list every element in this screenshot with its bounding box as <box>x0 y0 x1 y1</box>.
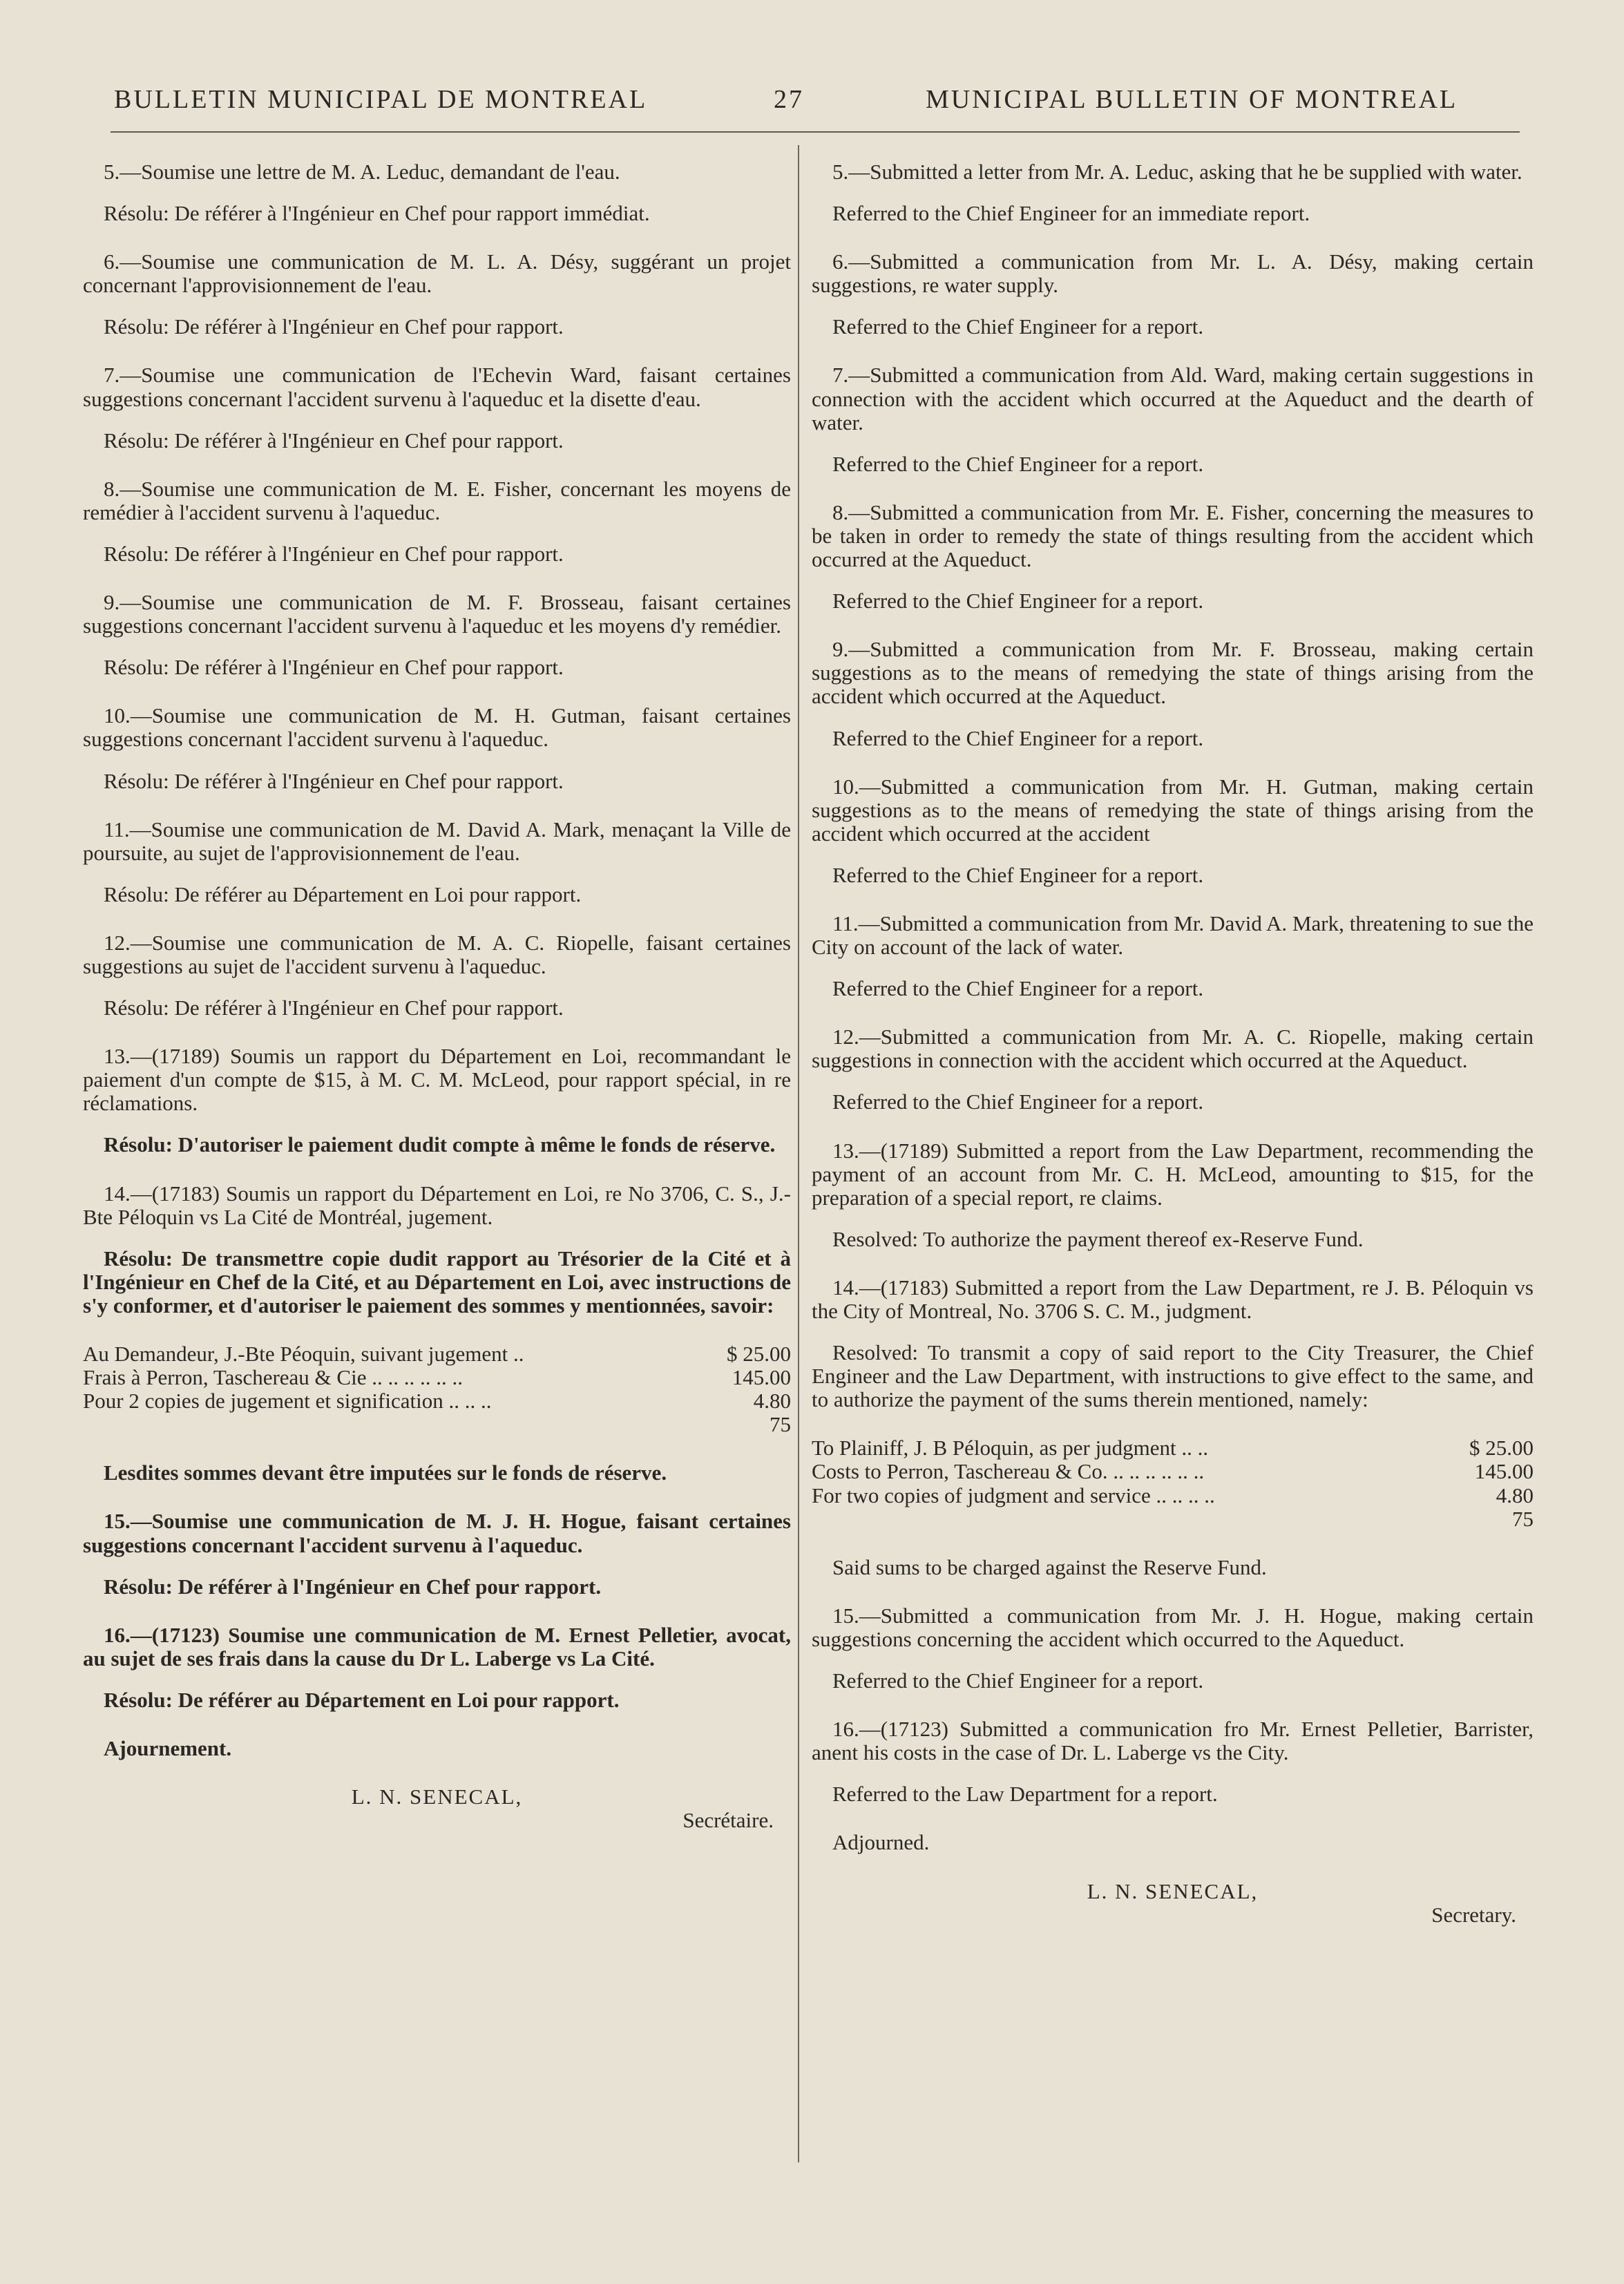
item-resolution: Referred to the Chief Engineer for a report. <box>832 1089 1204 1114</box>
signature-title: Secrétaire. <box>682 1808 774 1833</box>
header-rule <box>111 131 1520 133</box>
payment-row <box>812 1507 1534 1531</box>
item-resolution: Résolu: De référer à l'Ingénieur en Chef pour rapport. <box>104 541 564 566</box>
item-text: 6.—Soumise une communication de M. L. A. Désy, suggérant un projet concernant l'approvisionnement de l'eau. <box>83 249 791 298</box>
payment-row <box>812 1460 1534 1483</box>
item-resolution: Referred to the Law Department for a report. <box>832 1782 1218 1807</box>
item-text: 9.—Soumise une communication de M. F. Brosseau, faisant certaines suggestions concernant l'accident survenu à l'aqueduc et les moyens d'y remédier. <box>83 590 791 638</box>
item-resolution: Referred to the Chief Engineer for a report. <box>832 725 1204 750</box>
header-english-title: MUNICIPAL BULLETIN OF MONTREAL <box>926 85 1458 114</box>
item-resolution: Referred to the Chief Engineer for an immediate report. <box>832 201 1310 226</box>
item-resolution: Résolu: De référer à l'Ingénieur en Chef pour rapport. <box>104 428 564 453</box>
column-divider <box>798 145 799 2162</box>
payment-label <box>83 1413 715 1436</box>
item-text: 15.—Soumise une communication de M. J. H. Hogue, faisant certaines suggestions concernant l'accident survenu à l'aqueduc. <box>83 1509 791 1557</box>
item-resolution: Referred to the Chief Engineer for a report. <box>832 589 1204 613</box>
item-text: 7.—Submitted a communication from Ald. Ward, making certain suggestions in connection with the accident which occurred at the Aqueduct and the dearth of water. <box>812 363 1534 435</box>
payment-row <box>83 1389 791 1413</box>
item-text: 15.—Submitted a communication from Mr. J. H. Hogue, making certain suggestions concerning the accident which occurred to the Aqueduct. <box>812 1603 1534 1651</box>
item-text: 8.—Submitted a communication from Mr. E. Fisher, concerning the measures to be taken in order to remedy the state of things resulting from the accident which occurred at the Aqueduct. <box>812 499 1534 572</box>
payment-label: For two copies of judgment and service .. .. .. .. <box>812 1483 1215 1507</box>
payment-label: Frais à Perron, Taschereau & Cie .. .. .. .. .. .. <box>83 1366 463 1390</box>
item-resolution: Résolu: De référer à l'Ingénieur en Chef pour rapport. <box>104 314 564 339</box>
item-text: 10.—Soumise une communication de M. H. Gutman, faisant certaines suggestions concernant l'accident survenu à l'aqueduc. <box>83 703 791 752</box>
item-resolution: Résolu: De référer à l'Ingénieur en Chef pour rapport. <box>104 655 564 680</box>
item-resolution: Résolu: De référer à l'Ingénieur en Chef pour rapport immédiat. <box>104 201 650 226</box>
item-text: 12.—Soumise une communication de M. A. C. Riopelle, faisant certaines suggestions au sujet de l'accident survenu à l'aqueduc. <box>83 930 791 978</box>
item-text: 5.—Soumise une lettre de M. A. Leduc, demandant de l'eau. <box>104 160 620 184</box>
item-resolution: Résolu: De référer à l'Ingénieur en Chef pour rapport. <box>104 996 564 1020</box>
adjournment: Ajournement. <box>104 1736 232 1761</box>
english-column <box>812 160 1534 1927</box>
payment-table <box>812 1436 1534 1530</box>
item-text: 11.—Soumise une communication de M. David A. Mark, menaçant la Ville de poursuite, au sujet de l'approvisionnement de l'eau. <box>83 817 791 865</box>
payment-label: Costs to Perron, Taschereau & Co. .. .. .. .. .. .. <box>812 1460 1205 1484</box>
item-resolution: Referred to the Chief Engineer for a report. <box>832 314 1204 339</box>
item-text: 5.—Submitted a letter from Mr. A. Leduc, asking that he be supplied with water. <box>832 160 1522 184</box>
payment-row <box>83 1413 791 1436</box>
item-text: 6.—Submitted a communication from Mr. L. A. Désy, making certain suggestions, re water supply. <box>812 249 1534 298</box>
item-resolution: Referred to the Chief Engineer for a report. <box>832 1668 1204 1693</box>
item-text: 14.—(17183) Submitted a report from the Law Department, re J. B. Péloquin vs the City of Montreal, No. 3706 S. C. M., judgment. <box>812 1275 1534 1323</box>
signature-title: Secretary. <box>1431 1902 1516 1927</box>
payment-amount: 75 <box>1512 1506 1534 1531</box>
item-text: 8.—Soumise une communication de M. E. Fisher, concernant les moyens de remédier à l'accident survenu à l'aqueduc. <box>83 476 791 524</box>
payment-row <box>812 1436 1534 1460</box>
payment-amount: 4.80 <box>1496 1483 1534 1507</box>
french-column <box>83 160 791 1832</box>
page-number: 27 <box>774 85 804 114</box>
payment-amount: 145.00 <box>732 1365 791 1390</box>
item-resolution: Referred to the Chief Engineer for a report. <box>832 862 1204 887</box>
item-resolution: Resolved: To transmit a copy of said report to the City Treasurer, the Chief Engineer and the Law Department, with instructions to give effect to the same, and to authorize the payment of the sums therein mentioned, namely: <box>812 1340 1534 1412</box>
item-resolution: Resolved: To authorize the payment thereof ex-Reserve Fund. <box>832 1226 1364 1251</box>
signature-name: L. N. SENECAL, <box>1087 1878 1259 1903</box>
item-resolution: Résolu: De référer au Département en Loi pour rapport. <box>104 1687 620 1712</box>
item-text: 12.—Submitted a communication from Mr. A. C. Riopelle, making certain suggestions in connection with the accident which occurred at the Aqueduct. <box>812 1025 1534 1073</box>
payment-row <box>83 1342 791 1366</box>
item-text: 13.—(17189) Submitted a report from the Law Department, recommending the payment of an account from Mr. C. H. McLeod, amounting to $15, for the preparation of a special report, re claims. <box>812 1138 1534 1210</box>
item-text: 14.—(17183) Soumis un rapport du Département en Loi, re No 3706, C. S., J.-Bte Péloquin vs La Cité de Montréal, jugement. <box>83 1181 791 1229</box>
header-french-title: BULLETIN MUNICIPAL DE MONTREAL <box>114 85 648 114</box>
payment-row <box>83 1366 791 1389</box>
item-resolution: Résolu: De référer à l'Ingénieur en Chef pour rapport. <box>104 1574 602 1599</box>
item-text: 10.—Submitted a communication from Mr. H. Gutman, making certain suggestions as to the means of remedying the state of things arising from the accident which occurred at the accident <box>812 774 1534 846</box>
payment-amount: $ 25.00 <box>727 1342 791 1366</box>
charge-note: Lesdites sommes devant être imputées sur le fonds de réserve. <box>104 1460 667 1485</box>
payment-table <box>83 1342 791 1436</box>
item-text: 7.—Soumise une communication de l'Echevin Ward, faisant certaines suggestions concernant l'accident survenu à l'aqueduc et la disette d'eau. <box>83 363 791 411</box>
payment-label: Au Demandeur, J.-Bte Péoquin, suivant jugement .. <box>83 1342 524 1366</box>
payment-label: Pour 2 copies de jugement et signification .. .. .. <box>83 1389 492 1414</box>
item-resolution: Résolu: De transmettre copie dudit rapport au Trésorier de la Cité et à l'Ingénieur en Chef de la Cité, et au Département en Loi, avec instructions de s'y conformer, et d'autoriser le paiement des sommes y mentionnées, savoir: <box>83 1246 791 1317</box>
payment-amount: 4.80 <box>753 1389 791 1414</box>
item-text: 16.—(17123) Soumise une communication de M. Ernest Pelletier, avocat, au sujet de ses frais dans la cause du Dr L. Laberge vs La Cité. <box>83 1622 791 1671</box>
item-resolution: Résolu: De référer à l'Ingénieur en Chef pour rapport. <box>104 768 564 793</box>
payment-amount: 75 <box>770 1412 791 1437</box>
payment-amount: $ 25.00 <box>1469 1436 1534 1460</box>
signature-name: L. N. SENECAL, <box>351 1785 523 1809</box>
payment-label: To Plainiff, J. B Péloquin, as per judgment .. .. <box>812 1436 1209 1460</box>
item-resolution: Referred to the Chief Engineer for a report. <box>832 451 1204 476</box>
charge-note: Said sums to be charged against the Reserve Fund. <box>832 1554 1267 1579</box>
item-text: 13.—(17189) Soumis un rapport du Département en Loi, recommandant le paiement d'un compte de $15, à M. C. M. McLeod, pour rapport spécial, in re réclamations. <box>83 1044 791 1116</box>
payment-label <box>812 1507 1458 1531</box>
item-resolution: Referred to the Chief Engineer for a report. <box>832 976 1204 1001</box>
adjournment: Adjourned. <box>832 1830 930 1855</box>
item-text: 11.—Submitted a communication from Mr. David A. Mark, threatening to sue the City on account of the lack of water. <box>812 911 1534 960</box>
item-text: 16.—(17123) Submitted a communication fro Mr. Ernest Pelletier, Barrister, anent his costs in the case of Dr. L. Laberge vs the City. <box>812 1717 1534 1765</box>
payment-amount: 145.00 <box>1474 1459 1534 1484</box>
item-resolution: Résolu: De référer au Département en Loi pour rapport. <box>104 882 582 906</box>
payment-row <box>812 1484 1534 1507</box>
item-resolution: Résolu: D'autoriser le paiement dudit compte à même le fonds de réserve. <box>104 1132 776 1157</box>
item-text: 9.—Submitted a communication from Mr. F. Brosseau, making certain suggestions as to the means of remedying the state of things arising from the accident which occurred at the Aqueduct. <box>812 637 1534 709</box>
